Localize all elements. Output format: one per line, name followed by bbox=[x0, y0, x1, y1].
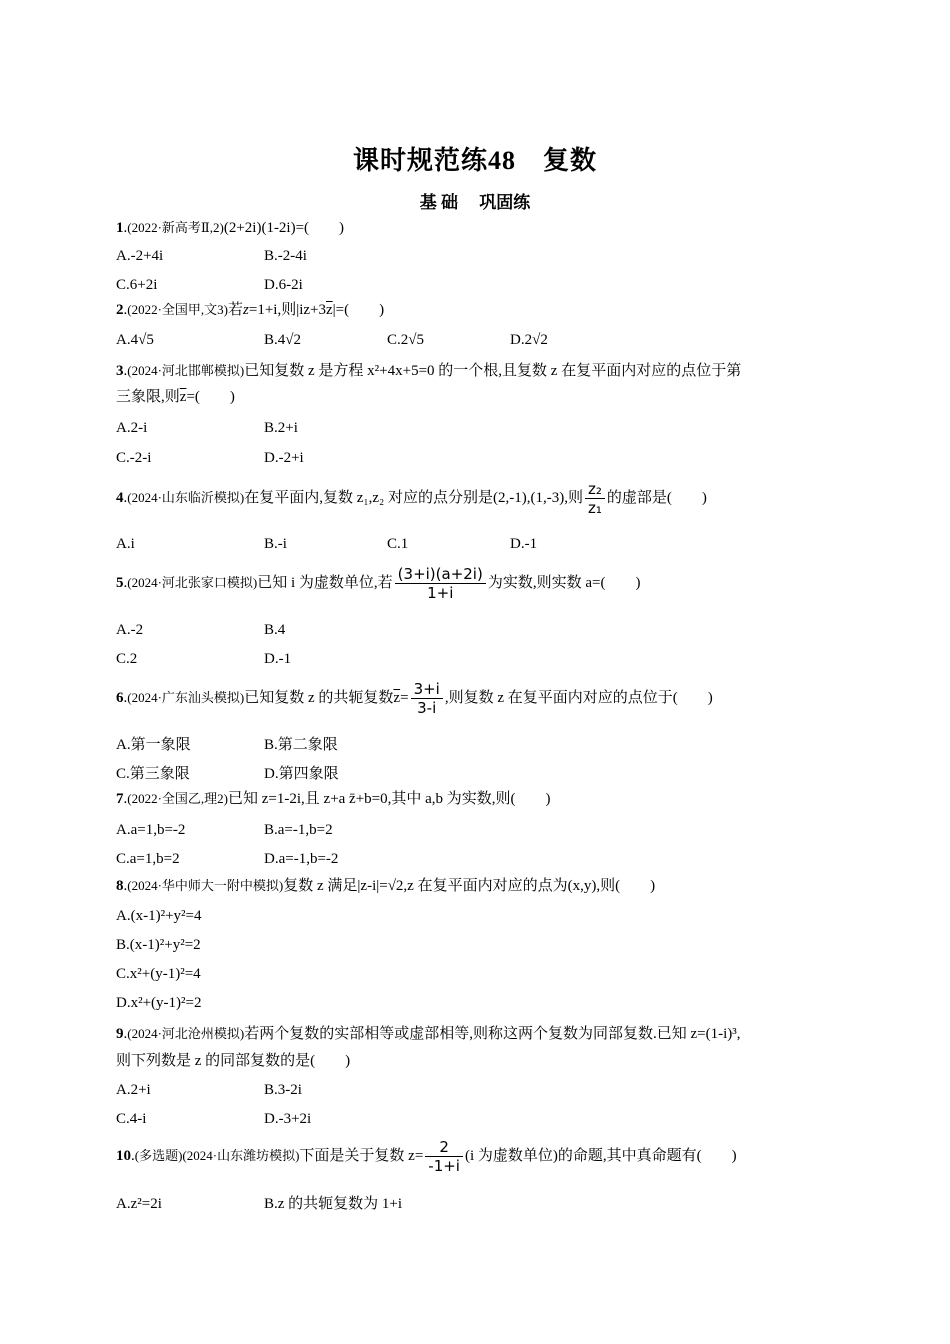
question-7: 7.(2022·全国乙,理2)已知 z=1-2i,且 z+a z̄+b=0,其中 a,b 为实数,则( ) bbox=[116, 791, 551, 807]
option-c: C.-2-i bbox=[116, 450, 152, 466]
question-number: 5 bbox=[116, 575, 124, 591]
option-c: C.2√5 bbox=[387, 332, 424, 348]
fraction bbox=[395, 565, 486, 602]
page-title: 课时规范练48 复数 bbox=[352, 146, 597, 175]
question-9-line-2: 则下列数是 z 的同部复数的是( ) bbox=[116, 1053, 351, 1069]
option-a: A.4√5 bbox=[116, 332, 154, 348]
question-number: 7 bbox=[116, 791, 124, 807]
question-number: 8 bbox=[116, 878, 124, 894]
question-3: 3.(2024·河北邯郸模拟)已知复数 z 是方程 x²+4x+5=0 的一个根,且复数 z 在复平面内对应的点位于第 bbox=[116, 363, 742, 379]
fraction bbox=[411, 680, 443, 717]
question-4: 4.(2024·山东临沂模拟)在复平面内,复数 z₁,z₂ 对应的点分别是(2,-1),(1,-3),则 $\frac{\text{z₂}}{\text{z₁}}$ 的虚部是( ) bbox=[116, 480, 707, 518]
question-source: (2024·华中师大一附中模拟) bbox=[127, 878, 284, 893]
question-text: 为实数,则实数 a=( ) bbox=[487, 575, 641, 591]
option-d: D.6-2i bbox=[264, 277, 303, 293]
question-text: 已知 i 为虚数单位,若 bbox=[257, 575, 393, 591]
question-text: 已知 z=1-2i,且 z+a z̄+b=0,其中 a,b 为实数,则( ) bbox=[228, 791, 551, 807]
conjugate-symbol: $\overline{z}$ bbox=[325, 302, 333, 318]
question-number: 10 bbox=[116, 1148, 131, 1164]
question-source: (2024·河北张家口模拟) bbox=[127, 575, 258, 590]
question-source: (2022·新高考Ⅱ,2) bbox=[127, 220, 224, 235]
question-number: 4 bbox=[116, 490, 124, 506]
conjugate-symbol: $\overline{z}$ bbox=[393, 690, 401, 706]
question-1: 1.(2022·新高考Ⅱ,2)(2+2i)(1-2i)=( ) bbox=[116, 220, 345, 236]
option-d: D.-2+i bbox=[264, 450, 304, 466]
question-5: 5.(2024·河北张家口模拟)已知 i 为虚数单位,若 $\frac{(3+i)(a+2i)}{1+i}$ 为实数,则实数 a=( ) bbox=[116, 565, 641, 603]
question-text: 三象限,则 bbox=[116, 389, 180, 405]
question-number: 6 bbox=[116, 690, 124, 706]
option-d: D.-1 bbox=[510, 536, 538, 552]
option-b: B.4 bbox=[264, 622, 286, 638]
section-subtitle: 基 础 巩固练 bbox=[419, 193, 531, 212]
question-source: (2022·全国甲,文3) bbox=[127, 302, 228, 317]
option-a: A.2-i bbox=[116, 420, 148, 436]
option-a: A.a=1,b=-2 bbox=[116, 822, 186, 838]
fraction bbox=[425, 1138, 463, 1175]
option-d: D.-3+2i bbox=[264, 1111, 312, 1127]
option-b: B.(x-1)²+y²=2 bbox=[116, 937, 201, 953]
variable: z bbox=[243, 302, 249, 318]
option-b: B.3-2i bbox=[264, 1082, 302, 1098]
question-number: 3 bbox=[116, 363, 124, 379]
option-a: A.-2+4i bbox=[116, 248, 164, 264]
question-source: (2024·河北沧州模拟) bbox=[127, 1026, 245, 1041]
question-text: 在复平面内,复数 z₁,z₂ 对应的点分别是(2,-1),(1,-3),则 bbox=[244, 490, 583, 506]
option-a: A.(x-1)²+y²=4 bbox=[116, 908, 202, 924]
question-source: (2024·河北邯郸模拟) bbox=[127, 363, 245, 378]
question-text: (i 为虚数单位)的命题,其中真命题有( ) bbox=[464, 1148, 737, 1164]
question-2: 2.(2022·全国甲,文3)若z=1+i,则$|iz+3\overline{z}|=$( ) bbox=[116, 302, 385, 318]
denominator: 1+i bbox=[427, 584, 454, 603]
question-text: 已知复数 z 的共轭复数 bbox=[244, 690, 394, 706]
question-6: 6.(2024·广东汕头模拟)已知复数 z 的共轭复数$\overline{z}=$ $\frac{3+i}{3-i}$ ,则复数 z 在复平面内对应的点位于( ) bbox=[116, 680, 713, 718]
question-number: 1 bbox=[116, 220, 124, 236]
question-text: =( ) bbox=[186, 389, 235, 405]
question-text: ,则复数 z 在复平面内对应的点位于( ) bbox=[444, 690, 713, 706]
option-b: B.z 的共轭复数为 1+i bbox=[264, 1196, 403, 1212]
fraction bbox=[585, 480, 605, 517]
question-number: 2 bbox=[116, 302, 124, 318]
option-b: B.-i bbox=[264, 536, 287, 552]
question-text: (2+2i)(1-2i)=( ) bbox=[223, 220, 345, 236]
question-text: 已知复数 z 是方程 x²+4x+5=0 的一个根,且复数 z 在复平面内对应的点位于第 bbox=[244, 363, 742, 379]
option-a: A.i bbox=[116, 536, 135, 552]
question-text: 若 bbox=[228, 302, 244, 318]
question-source: (2024·广东汕头模拟) bbox=[127, 690, 245, 705]
equals-sign: = bbox=[400, 690, 409, 706]
option-a: A.-2 bbox=[116, 622, 144, 638]
question-text: 若两个复数的实部相等或虚部相等,则称这两个复数为同部复数.已知 z=(1-i)³, bbox=[244, 1026, 741, 1042]
numerator: 3+i bbox=[411, 680, 443, 699]
question-text: 下面是关于复数 z= bbox=[299, 1148, 424, 1164]
option-b: B.第二象限 bbox=[264, 737, 338, 753]
question-number: 9 bbox=[116, 1026, 124, 1042]
option-d: D.2√2 bbox=[510, 332, 548, 348]
numerator: (3+i)(a+2i) bbox=[395, 565, 486, 584]
option-a: A.2+i bbox=[116, 1082, 151, 1098]
option-c: C.x²+(y-1)²=4 bbox=[116, 966, 201, 982]
numerator: 2 bbox=[425, 1138, 463, 1157]
question-3-line-2 bbox=[116, 383, 836, 411]
option-a: A.z²=2i bbox=[116, 1196, 162, 1212]
option-c: C.6+2i bbox=[116, 277, 158, 293]
option-d: D.-1 bbox=[264, 651, 292, 667]
option-c: C.第三象限 bbox=[116, 766, 190, 782]
option-d: D.x²+(y-1)²=2 bbox=[116, 995, 202, 1011]
question-source: (2024·山东临沂模拟) bbox=[127, 490, 245, 505]
question-text: 的虚部是( ) bbox=[606, 490, 707, 506]
conjugate-symbol: $\overline{z}$ bbox=[179, 389, 187, 405]
question-text: 复数 z 满足|z-i|=√2,z 在复平面内对应的点为(x,y),则( ) bbox=[283, 878, 656, 894]
option-c: C.1 bbox=[387, 536, 409, 552]
denominator: -1+i bbox=[428, 1157, 460, 1176]
option-b: B.a=-1,b=2 bbox=[264, 822, 333, 838]
denominator: 3-i bbox=[417, 699, 437, 718]
question-text: |=( ) bbox=[332, 302, 385, 318]
option-d: D.第四象限 bbox=[264, 766, 339, 782]
option-d: D.a=-1,b=-2 bbox=[264, 851, 339, 867]
option-c: C.2 bbox=[116, 651, 138, 667]
option-b: B.2+i bbox=[264, 420, 298, 436]
question-10: 10.(多选题)(2024·山东潍坊模拟)下面是关于复数 z= $\frac{2}{-1+i}$ (i 为虚数单位)的命题,其中真命题有( ) bbox=[116, 1138, 737, 1176]
option-a: A.第一象限 bbox=[116, 737, 191, 753]
question-8: 8.(2024·华中师大一附中模拟)复数 z 满足|z-i|=√2,z 在复平面内对应的点为(x,y),则( ) bbox=[116, 878, 656, 894]
question-9: 9.(2024·河北沧州模拟)若两个复数的实部相等或虚部相等,则称这两个复数为同部复数.已知 z=(1-i)³, bbox=[116, 1026, 741, 1042]
question-text: =1+i,则|iz+3 bbox=[248, 302, 326, 318]
numerator: z₂ bbox=[585, 480, 605, 499]
question-source: (2022·全国乙,理2) bbox=[127, 791, 228, 806]
denominator: z₁ bbox=[588, 499, 602, 518]
option-c: C.a=1,b=2 bbox=[116, 851, 180, 867]
option-c: C.4-i bbox=[116, 1111, 147, 1127]
question-source: (多选题)(2024·山东潍坊模拟) bbox=[134, 1148, 300, 1163]
option-b: B.-2-4i bbox=[264, 248, 307, 264]
option-b: B.4√2 bbox=[264, 332, 301, 348]
